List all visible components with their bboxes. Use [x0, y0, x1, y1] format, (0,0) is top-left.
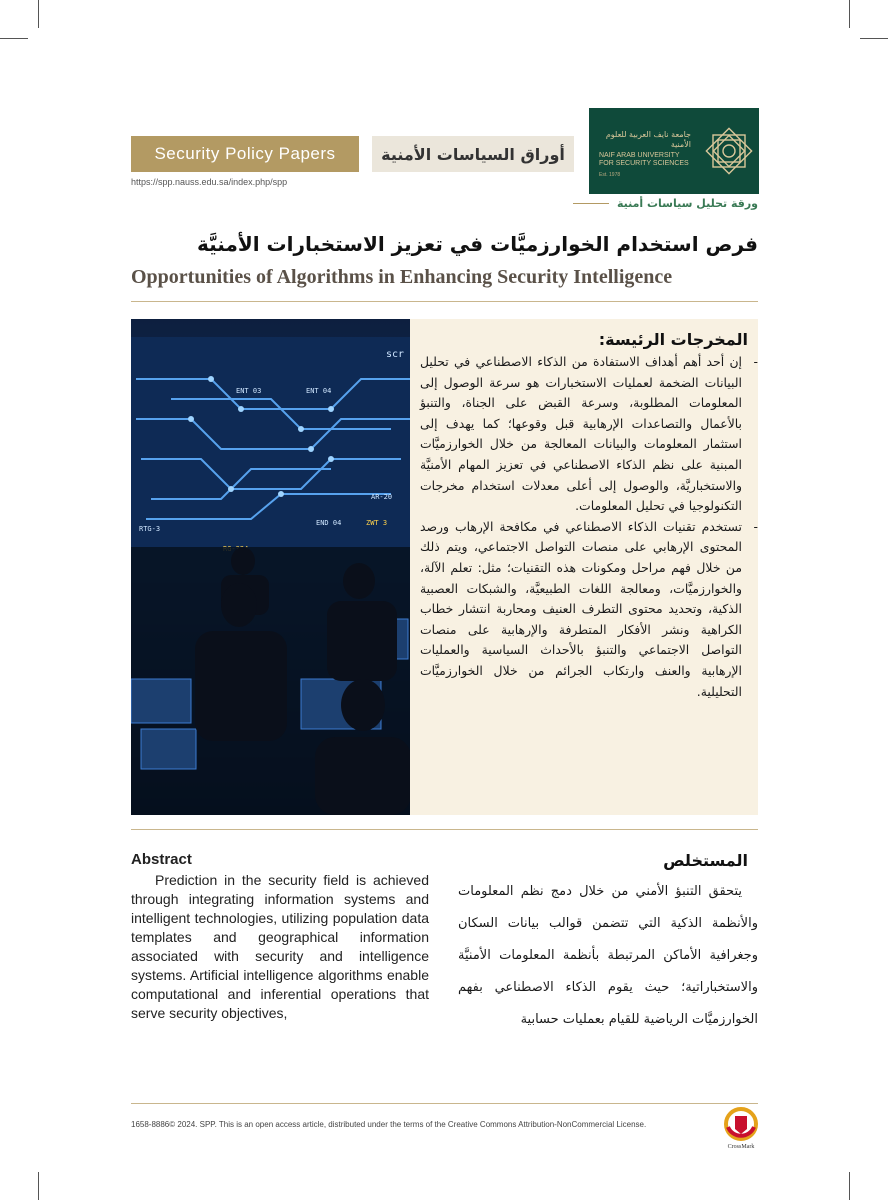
abstract-text: Prediction in the security field is achieved through integrating information systems and intelligent technologies, utilizing population data templates and geographical information associated with security and intelligence systems. Artificial intelligence algorithms enable computational and inferential operations that serve security objectives, — [131, 872, 429, 1021]
title-ar: فرص استخدام الخوارزميَّات في تعزيز الاستخبارات الأمنيَّة — [197, 232, 758, 256]
paper-type-rule — [573, 203, 609, 204]
crop-mark — [38, 0, 39, 28]
key-findings-heading: المخرجات الرئيسة: — [598, 330, 748, 349]
star-emblem-icon — [699, 120, 759, 182]
crop-mark — [0, 38, 28, 39]
crop-mark — [38, 1172, 39, 1200]
photo-label: scr — [386, 349, 405, 360]
crossmark-icon — [724, 1107, 758, 1143]
divider — [131, 301, 758, 302]
license-text: 1658-8886© 2024. SPP. This is an open access article, distributed under the terms of the Creative Commons Attribution-NonCommercial License. — [131, 1120, 647, 1129]
logo-est: Est. 1978 — [599, 172, 621, 178]
key-findings-list — [420, 352, 760, 702]
photo-label: END 04 — [316, 519, 342, 527]
title-en: Opportunities of Algorithms in Enhancing Security Intelligence — [131, 266, 673, 288]
series-title-ar: أوراق السياسات الأمنية — [372, 136, 574, 172]
list-item: - تستخدم تقنيات الذكاء الاصطناعي في مكافحة الإرهاب ورصد المحتوى الإرهابي على منصات التواصل الاجتماعي، ويتم ذلك من خلال فهم مراحل ومكونات هذه التقنيات؛ مثل: تعلم الآلة، والخوارزميَّات، ومعالجة اللغات الطبيعيَّة، والشبكات العصبية الذكية، وتحديد محتوى التطرف العنيف ومحاربة انتشار خطاب الكراهية ونشر الأفكار المتطرفة والإرهابية على منصات التواصل الاجتماعي والتنبؤ بالأحداث السياسية والعمليات الإرهابية والعنف وارتكاب الجرائم من خلال الخوارزميَّات التحليلية. — [420, 517, 760, 702]
crop-mark — [860, 38, 888, 39]
photo-label: ENT 04 — [306, 387, 332, 395]
mustakhlas-heading: المستخلص — [663, 851, 748, 870]
photo-label: ENT 03 — [236, 387, 262, 395]
mustakhlas-text: يتحقق التنبؤ الأمني من خلال دمج نظم المعلومات والأنظمة الذكية التي تتضمن قوالب بيانات السكان وجغرافية الأماكن المرتبطة بأنظمة المعلومات الأمنيَّة والاستخباراتية؛ حيث يقوم الذكاء الاصطناعي بفهم الخوارزميَّات الرياضية للقيام بعمليات حسابية — [458, 884, 758, 1027]
logo-name-en-line2: FOR SECURITY SCIENCES — [599, 160, 689, 167]
list-item: - إن أحد أهم أهداف الاستفادة من الذكاء الاصطناعي في تحليل البيانات الضخمة لعمليات الاستخبارات هو سرعة الوصول إلى المعلومات المطلوبة، وسرعة القبض على الجناة، والتنبؤ بالأعمال والتصاعدات الإرهابية قبل وقوعها؛ كما يهدف إلى استثمار المعلومات والبيانات المعالجة من خلال الخوارزميَّات المبنية على نظم الذكاء الاصطناعي في تعزيز المهام الأمنيَّة والاستخباريَّة، والوصول إلى أعلى معدلات استخدام مخرجات التكنولوجيا في تحليل المعلومات. — [420, 352, 760, 517]
photo-label: RTG-3 — [139, 525, 161, 533]
crossmark-label: CrossMark — [727, 1144, 755, 1150]
logo-name-ar: جامعة نايف العربية للعلوم الأمنية — [605, 130, 691, 149]
control-room-photo — [131, 319, 410, 815]
logo-name-en-line1: NAIF ARAB UNIVERSITY — [599, 152, 680, 159]
divider — [131, 829, 758, 830]
footer-divider — [131, 1103, 758, 1104]
photo-label: ZWT 3 — [366, 519, 388, 527]
logo-name-en — [599, 152, 691, 168]
series-title-en: Security Policy Papers — [131, 136, 359, 172]
journal-url-link[interactable]: https://spp.nauss.edu.sa/index.php/spp — [131, 177, 288, 187]
control-room-illustration — [131, 319, 410, 815]
photo-label: AR-20 — [371, 493, 393, 501]
university-logo — [589, 108, 759, 194]
crop-mark — [849, 1172, 850, 1200]
paper-type — [573, 197, 758, 210]
crossmark-link[interactable] — [724, 1107, 758, 1153]
paper-type-label: ورقة تحليل سياسات أمنية — [616, 197, 758, 210]
crop-mark — [849, 0, 850, 28]
abstract-heading: Abstract — [131, 851, 192, 868]
